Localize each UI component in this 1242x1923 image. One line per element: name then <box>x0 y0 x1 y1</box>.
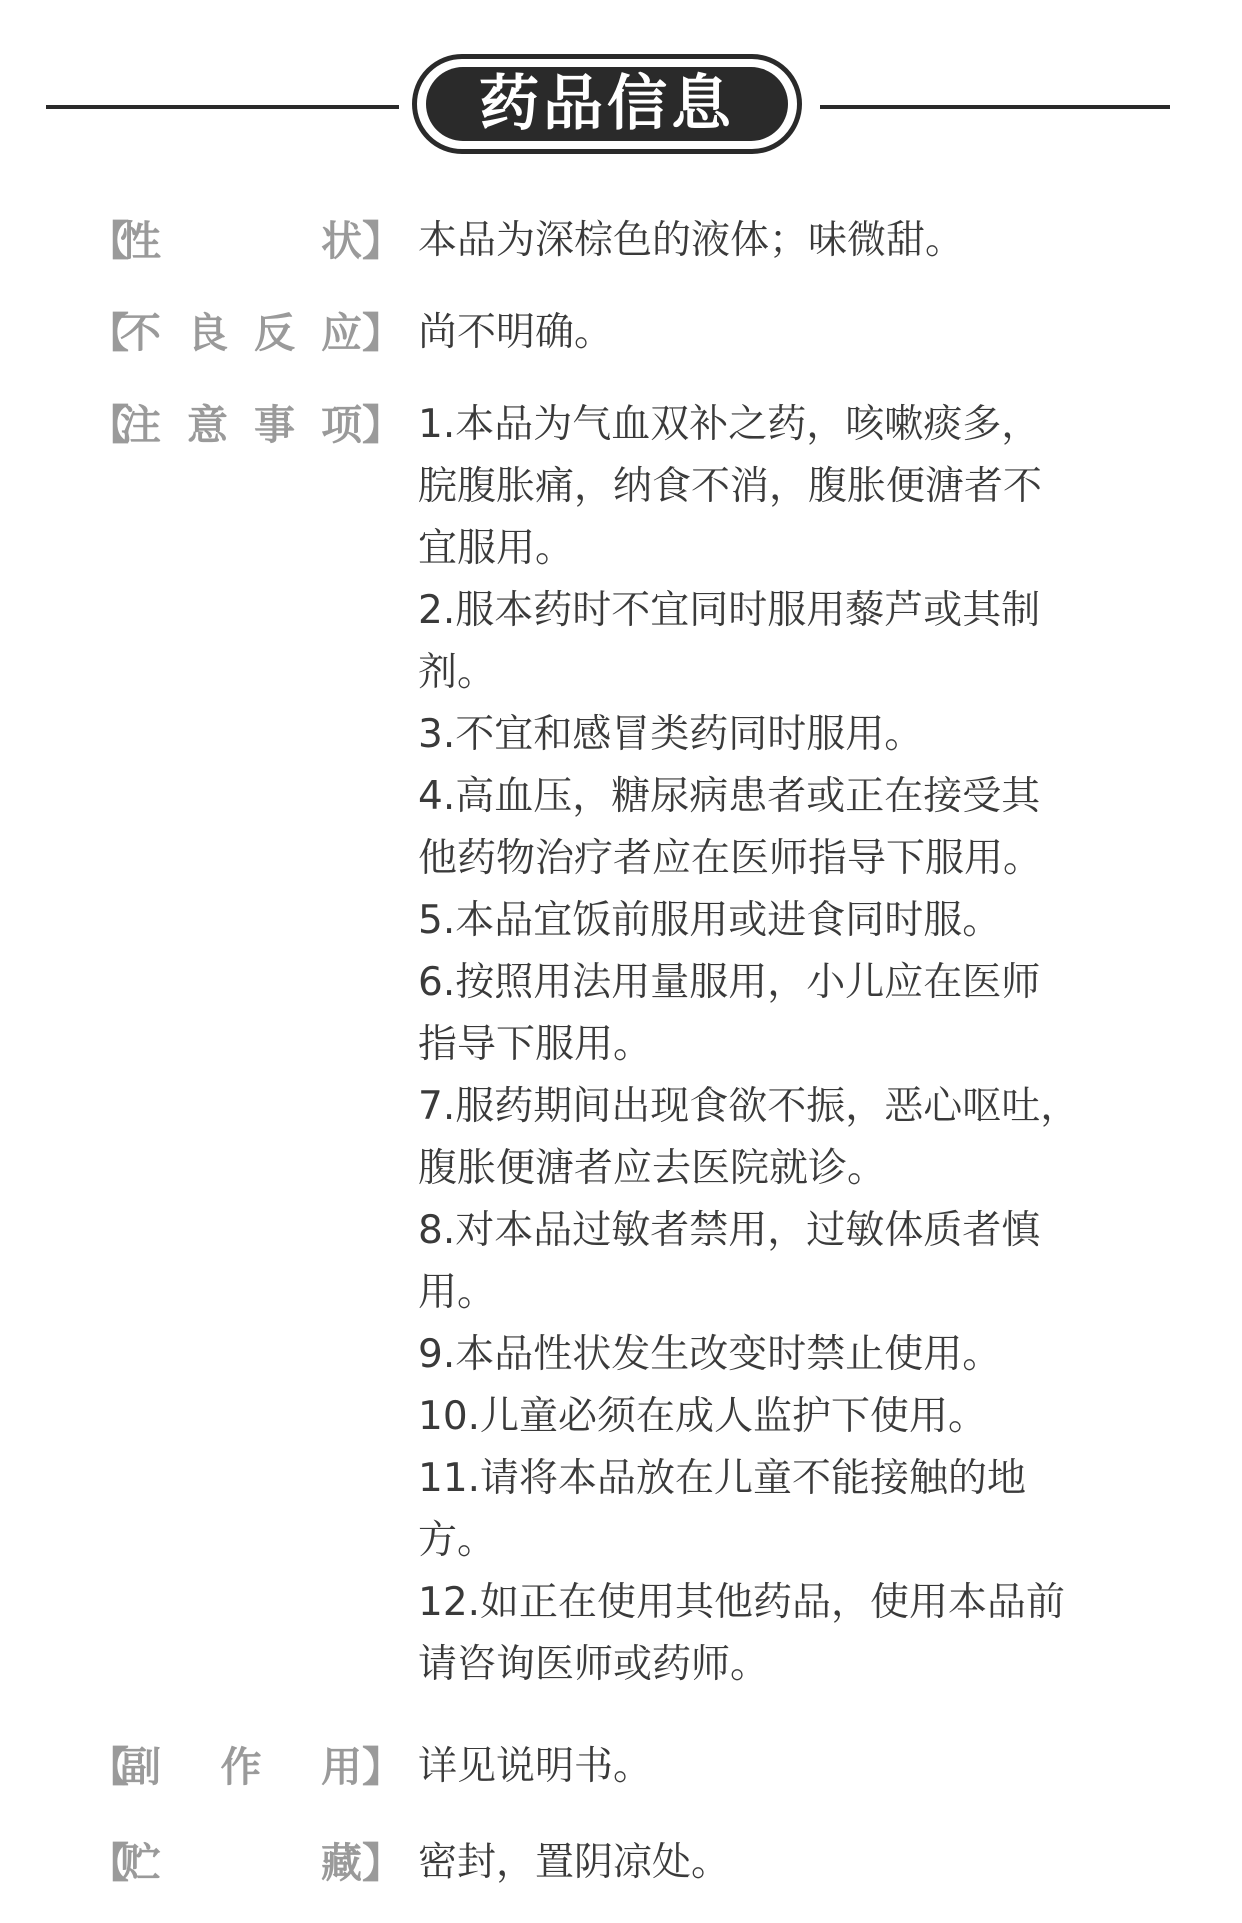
value-line: 本品为深棕色的液体；味微甜。 <box>418 218 965 263</box>
value-line: 1.本品为气血双补之药，咳嗽痰多， <box>418 402 1041 447</box>
label-chars <box>120 1736 362 1798</box>
label-bracket-close: 】 <box>362 401 403 449</box>
label-bracket-open: 【 <box>88 1743 129 1791</box>
field-appearance <box>0 210 1242 272</box>
field-precautions <box>0 394 1242 1696</box>
label-char: 作 <box>220 1743 262 1791</box>
label-bracket-open: 【 <box>88 401 129 449</box>
value-line: 他药物治疗者应在医师指导下服用。 <box>418 836 1043 881</box>
label-char: 藏 <box>321 1839 362 1887</box>
drug-info-list <box>0 210 1242 1894</box>
value-line: 腹胀便溏者应去医院就诊。 <box>418 1146 887 1191</box>
value-line: 11.请将本品放在儿童不能接触的地 <box>418 1456 1027 1501</box>
value-line: 宜服用。 <box>418 526 575 571</box>
value-line: 剂。 <box>418 650 497 695</box>
value-line: 12.如正在使用其他药品，使用本品前 <box>418 1580 1066 1625</box>
label-bracket-open: 【 <box>88 217 129 265</box>
field-label <box>0 210 418 272</box>
field-side-effects <box>0 1736 1242 1798</box>
value-line: 尚不明确。 <box>418 310 614 355</box>
value-line: 7.服药期间出现食欲不振，恶心呕吐， <box>418 1084 1080 1129</box>
label-chars <box>120 210 362 272</box>
value-line: 密封，置阴凉处。 <box>418 1840 731 1885</box>
label-bracket-close: 】 <box>362 1839 403 1887</box>
value-line: 8.对本品过敏者禁用，过敏体质者慎 <box>418 1208 1041 1253</box>
field-label <box>0 1832 418 1894</box>
field-label <box>0 394 418 456</box>
value-line: 9.本品性状发生改变时禁止使用。 <box>418 1332 1002 1377</box>
section-header <box>0 50 1242 160</box>
label-bracket-close: 】 <box>362 309 403 357</box>
value-line: 3.不宜和感冒类药同时服用。 <box>418 712 924 757</box>
label-char: 反 <box>254 309 295 357</box>
label-char: 注 <box>120 401 161 449</box>
label-char: 用 <box>321 1743 362 1791</box>
label-char: 事 <box>254 401 295 449</box>
value-line: 6.按照用法用量服用，小儿应在医师 <box>418 960 1041 1005</box>
value-line: 用。 <box>418 1270 497 1315</box>
field-value <box>418 1832 1138 1894</box>
field-label <box>0 302 418 364</box>
value-line: 方。 <box>418 1518 497 1563</box>
label-chars <box>120 394 362 456</box>
field-value <box>418 394 1138 1696</box>
label-char: 副 <box>120 1743 161 1791</box>
label-char: 良 <box>187 309 228 357</box>
value-line: 详见说明书。 <box>418 1744 653 1789</box>
field-adverse-reactions <box>0 302 1242 364</box>
field-value <box>418 1736 1138 1798</box>
label-char: 状 <box>321 217 362 265</box>
value-line: 10.儿童必须在成人监护下使用。 <box>418 1394 988 1439</box>
field-storage <box>0 1832 1242 1894</box>
title-badge <box>412 54 802 154</box>
value-line: 5.本品宜饭前服用或进食同时服。 <box>418 898 1002 943</box>
label-char: 性 <box>120 217 161 265</box>
value-line: 请咨询医师或药师。 <box>418 1642 770 1687</box>
title-badge-fill <box>426 67 788 141</box>
page-title: 药品信息 <box>479 69 735 139</box>
label-bracket-close: 】 <box>362 1743 403 1791</box>
label-char: 项 <box>321 401 362 449</box>
label-chars <box>120 1832 362 1894</box>
label-char: 意 <box>187 401 228 449</box>
header-rule-right <box>820 105 1170 109</box>
field-label <box>0 1736 418 1798</box>
label-chars <box>120 302 362 364</box>
label-bracket-close: 】 <box>362 217 403 265</box>
label-bracket-open: 【 <box>88 309 129 357</box>
field-value <box>418 210 1138 272</box>
field-value <box>418 302 1138 364</box>
label-char: 应 <box>321 309 362 357</box>
label-bracket-open: 【 <box>88 1839 129 1887</box>
header-rule-left <box>46 105 399 109</box>
label-char: 贮 <box>120 1839 161 1887</box>
value-line: 4.高血压，糖尿病患者或正在接受其 <box>418 774 1041 819</box>
value-line: 脘腹胀痛，纳食不消，腹胀便溏者不 <box>418 464 1043 509</box>
value-line: 2.服本药时不宜同时服用藜芦或其制 <box>418 588 1041 633</box>
label-char: 不 <box>120 309 161 357</box>
value-line: 指导下服用。 <box>418 1022 653 1067</box>
